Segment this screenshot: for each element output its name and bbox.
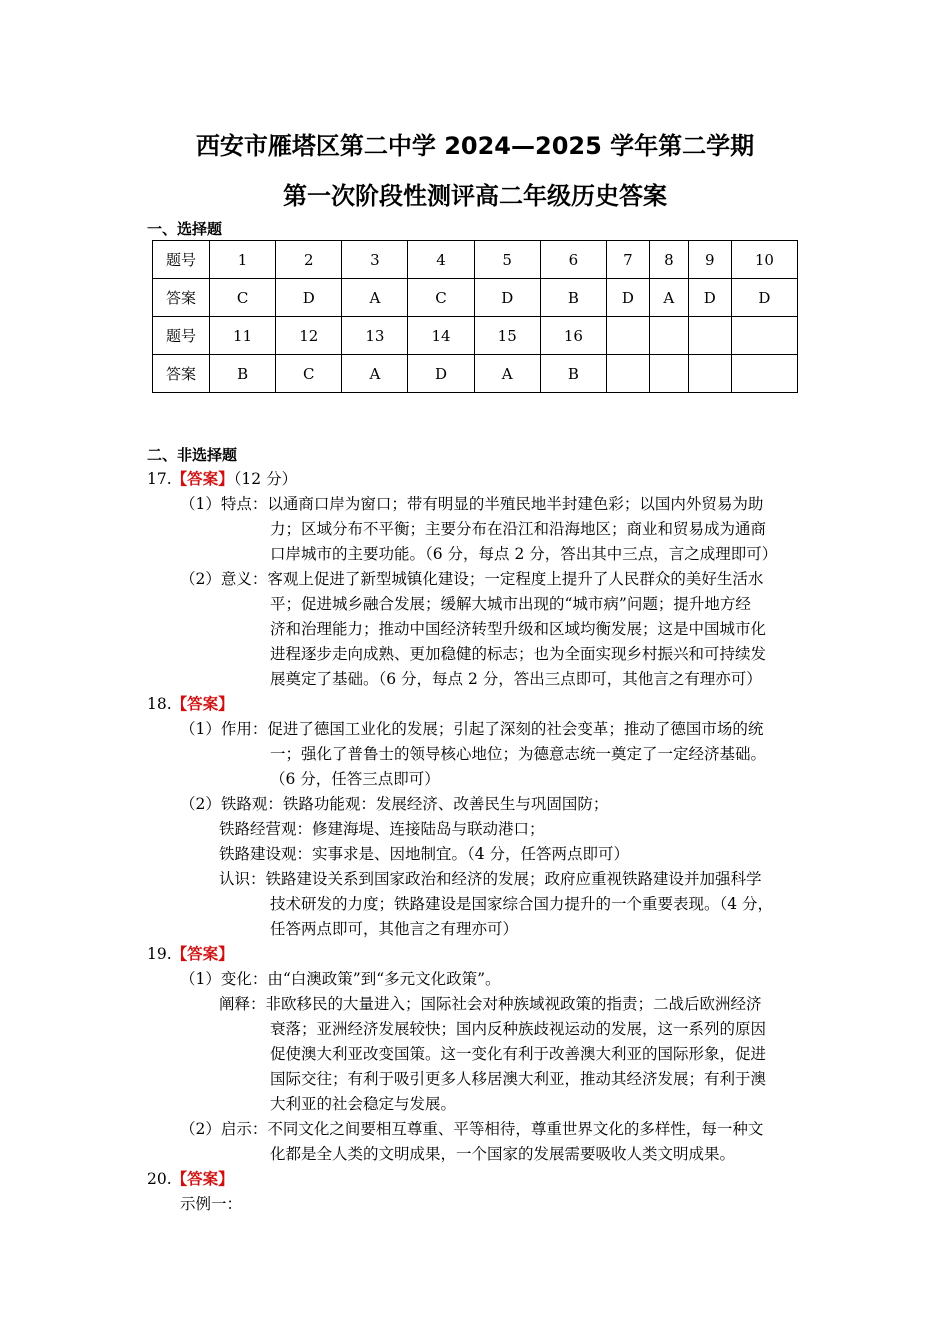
answer-line: （6 分，任答三点即可） <box>270 770 440 788</box>
table-row <box>153 241 798 279</box>
title-line-1: 西安市雁塔区第二中学 2024—2025 学年第二学期 <box>195 132 755 160</box>
table-cell: B <box>540 355 606 393</box>
table-cell <box>688 355 731 393</box>
answer-line: 衰落；亚洲经济发展较快；国内反种族歧视运动的发展，这一系列的原因 <box>270 1020 767 1038</box>
question-19-header <box>147 942 234 966</box>
table-cell: C <box>276 355 342 393</box>
table-cell: 7 <box>606 241 649 279</box>
table-cell: 11 <box>210 317 276 355</box>
table-row <box>153 317 798 355</box>
answer-line: 平；促进城乡融合发展；缓解大城市出现的“城市病”问题；提升地方经 <box>270 595 751 613</box>
answer-line: 展奠定了基础。（6 分，每点 2 分，答出三点即可，其他言之有理亦可） <box>270 670 762 688</box>
table-cell: 4 <box>408 241 474 279</box>
table-cell: 16 <box>540 317 606 355</box>
question-number: 18. <box>147 695 172 713</box>
question-number: 17. <box>147 470 172 488</box>
table-cell <box>731 317 797 355</box>
table-cell: A <box>649 279 688 317</box>
answer-line: 济和治理能力；推动中国经济转型升级和区域均衡发展；这是中国城市化 <box>270 620 767 638</box>
table-cell <box>606 355 649 393</box>
answer-line: 铁路经营观：修建海堤、连接陆岛与联动港口； <box>219 820 545 838</box>
table-cell <box>649 355 688 393</box>
table-cell: 答案 <box>153 279 210 317</box>
answer-line: （1）特点：以通商口岸为窗口；带有明显的半殖民地半封建色彩；以国内外贸易为助 <box>180 495 764 513</box>
table-cell: C <box>408 279 474 317</box>
table-cell: 13 <box>342 317 408 355</box>
answer-line: 一；强化了普鲁士的领导核心地位；为德意志统一奠定了一定经济基础。 <box>270 745 767 763</box>
table-cell: 6 <box>540 241 606 279</box>
table-cell: D <box>731 279 797 317</box>
table-cell: 15 <box>474 317 540 355</box>
answer-line: 化都是全人类的文明成果，一个国家的发展需要吸收人类文明成果。 <box>270 1145 736 1163</box>
question-18-header <box>147 692 234 716</box>
table-cell: D <box>408 355 474 393</box>
table-cell: 3 <box>342 241 408 279</box>
table-cell: B <box>540 279 606 317</box>
question-20-header <box>147 1167 234 1191</box>
table-cell: A <box>474 355 540 393</box>
table-cell: 题号 <box>153 317 210 355</box>
answer-line: 铁路建设观：实事求是、因地制宜。（4 分，任答两点即可） <box>219 845 630 863</box>
section-heading-choice: 一、选择题 <box>147 220 223 238</box>
example-label: 示例一： <box>180 1195 243 1213</box>
table-cell: 8 <box>649 241 688 279</box>
table-row <box>153 355 798 393</box>
answer-line: 阐释：非欧移民的大量进入；国际社会对种族域视政策的指责；二战后欧洲经济 <box>219 995 762 1013</box>
table-cell <box>731 355 797 393</box>
table-cell: 答案 <box>153 355 210 393</box>
title-line-2: 第一次阶段性测评高二年级历史答案 <box>283 182 667 210</box>
answer-table <box>152 240 798 393</box>
table-row <box>153 279 798 317</box>
table-cell: D <box>474 279 540 317</box>
table-cell: D <box>276 279 342 317</box>
question-17-header <box>147 467 297 491</box>
answer-tag: 【答案】 <box>171 695 234 713</box>
answer-line: （2）启示：不同文化之间要相互尊重、平等相待，尊重世界文化的多样性，每一种文 <box>180 1120 764 1138</box>
answer-line: 力；区域分布不平衡；主要分布在沿江和沿海地区；商业和贸易成为通商 <box>270 520 767 538</box>
table-cell: 1 <box>210 241 276 279</box>
answer-line: （2）铁路观：铁路功能观：发展经济、改善民生与巩固国防； <box>180 795 609 813</box>
table-cell: A <box>342 355 408 393</box>
answer-line: 技术研发的力度；铁路建设是国家综合国力提升的一个重要表现。（4 分， <box>270 895 774 913</box>
answer-tag: 【答案】 <box>171 1170 234 1188</box>
answer-line: 促使澳大利亚改变国策。这一变化有利于改善澳大利亚的国际形象，促进 <box>270 1045 767 1063</box>
answer-line: 任答两点即可，其他言之有理亦可） <box>270 920 519 938</box>
answer-line: 口岸城市的主要功能。（6 分，每点 2 分，答出其中三点，言之成理即可） <box>270 545 778 563</box>
question-number: 20. <box>147 1170 172 1188</box>
table-cell: C <box>210 279 276 317</box>
score-label: （12 分） <box>233 470 298 488</box>
table-cell: D <box>606 279 649 317</box>
table-cell <box>688 317 731 355</box>
section-heading-nonchoice: 二、非选择题 <box>147 446 238 464</box>
table-cell: A <box>342 279 408 317</box>
answer-line: 大利亚的社会稳定与发展。 <box>270 1095 457 1113</box>
table-cell: B <box>210 355 276 393</box>
table-cell: 9 <box>688 241 731 279</box>
answer-line: 认识：铁路建设关系到国家政治和经济的发展；政府应重视铁路建设并加强科学 <box>219 870 762 888</box>
table-cell: 题号 <box>153 241 210 279</box>
table-cell <box>649 317 688 355</box>
table-cell: 10 <box>731 241 797 279</box>
answer-line: （1）作用：促进了德国工业化的发展；引起了深刻的社会变革；推动了德国市场的统 <box>180 720 764 738</box>
answer-tag: 【答案】 <box>171 470 234 488</box>
answer-line: 进程逐步走向成熟、更加稳健的标志；也为全面实现乡村振兴和可持续发 <box>270 645 767 663</box>
table-cell <box>606 317 649 355</box>
table-cell: 5 <box>474 241 540 279</box>
table-cell: 12 <box>276 317 342 355</box>
table-cell: 2 <box>276 241 342 279</box>
table-cell: 14 <box>408 317 474 355</box>
table-cell: D <box>688 279 731 317</box>
answer-line: （1）变化：由“白澳政策”到“多元文化政策”。 <box>180 970 501 988</box>
answer-line: （2）意义：客观上促进了新型城镇化建设；一定程度上提升了人民群众的美好生活水 <box>180 570 764 588</box>
answer-tag: 【答案】 <box>171 945 234 963</box>
question-number: 19. <box>147 945 172 963</box>
answer-line: 国际交往；有利于吸引更多人移居澳大利亚，推动其经济发展；有利于澳 <box>270 1070 767 1088</box>
